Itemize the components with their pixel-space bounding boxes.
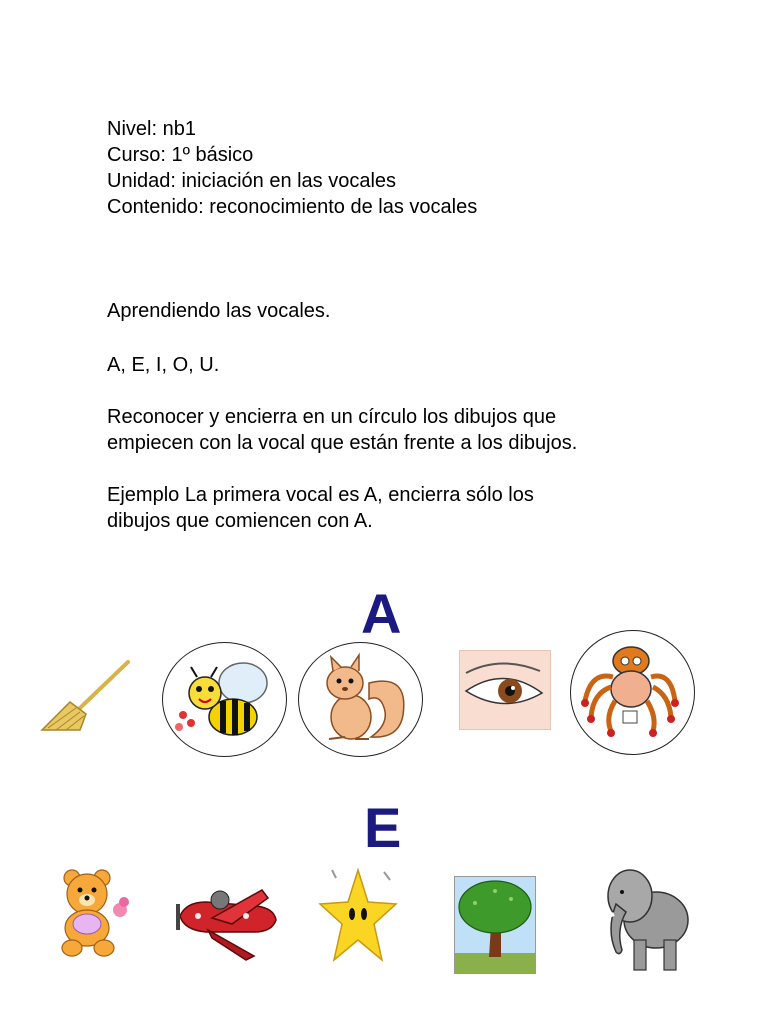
lesson-title: Aprendiendo las vocales. xyxy=(107,300,331,322)
airplane-picture[interactable] xyxy=(172,872,280,964)
instruction-line-2: empiecen con la vocal que están frente a los dibujos. xyxy=(107,432,578,454)
vowels-line: A, E, I, O, U. xyxy=(107,354,220,376)
bee-picture[interactable] xyxy=(162,642,287,757)
unidad-text: Unidad: iniciación en las vocales xyxy=(107,170,397,192)
tree-picture[interactable] xyxy=(454,876,536,974)
spider-picture[interactable] xyxy=(570,630,695,755)
header-info xyxy=(107,116,477,220)
squirrel-picture[interactable] xyxy=(298,642,423,757)
teddy-bear-picture[interactable] xyxy=(50,866,132,958)
vowel-e-heading: E xyxy=(364,796,402,859)
example-line-1: Ejemplo La primera vocal es A, encierra sólo los xyxy=(107,484,534,506)
elephant-picture[interactable] xyxy=(594,860,694,978)
vowel-a-heading: A xyxy=(361,582,402,645)
contenido-text: Contenido: reconocimiento de las vocales xyxy=(107,196,478,218)
star-picture[interactable] xyxy=(318,864,398,968)
curso-text: Curso: 1º básico xyxy=(107,144,254,166)
example-line-2: dibujos que comiencen con A. xyxy=(107,510,373,532)
instruction-line-1: Reconocer y encierra en un círculo los dibujos que xyxy=(107,406,557,428)
nivel-text: Nivel: nb1 xyxy=(107,118,196,140)
example xyxy=(107,482,534,534)
instruction xyxy=(107,404,577,456)
broom-picture[interactable] xyxy=(40,656,136,736)
eye-picture[interactable] xyxy=(459,650,551,730)
